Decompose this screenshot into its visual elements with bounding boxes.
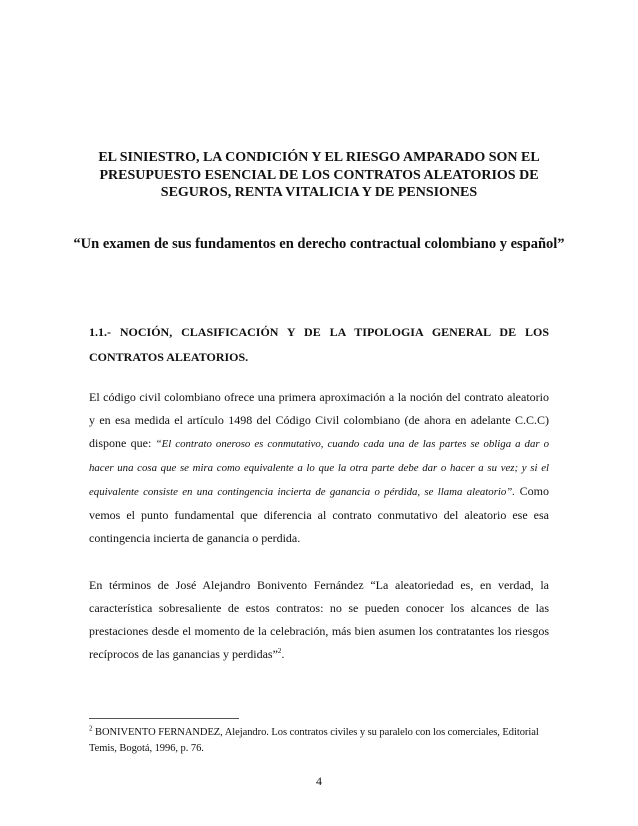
paragraph-intro: El código civil colombiano ofrece una primera aproximación a la noción del contrato aleatorio y en esa medida el artículo 1498 del Código Civil colombiano (de ahora en adelante C.C.C) dispone que: [89, 390, 549, 450]
civil-code-quote: “El contrato oneroso es conmutativo, cuando cada una de las partes se obliga a dar o hacer una cosa que se mira como equivalente a lo que la otra parte debe dar o hacer a su vez; y si el equivalente consiste en una contingencia incierta de ganancia o pérdida, se llama aleatorio”. [89, 438, 549, 498]
section-heading: 1.1.- NOCIÓN, CLASIFICACIÓN Y DE LA TIPOLOGIA GENERAL DE LOS CONTRATOS ALEATORIOS. [89, 325, 549, 364]
document-subtitle: “Un examen de sus fundamentos en derecho contractual colombiano y español” [73, 236, 565, 252]
paragraph-rest: Como vemos el punto fundamental que diferencia al contrato conmutativo del aleatorio ese esa contingencia incierta de ganancia o perdida. [89, 484, 549, 545]
footnote-separator [89, 718, 239, 719]
footnote-reference[interactable]: 2 [277, 647, 282, 655]
document-title: EL SINIESTRO, LA CONDICIÓN Y EL RIESGO AMPARADO SON EL PRESUPUESTO ESENCIAL DE LOS CONTRATOS ALEATORIOS DE SEGUROS, RENTA VITALICIA Y DE PENSIONES [98, 150, 540, 200]
footnote-number: 2 [89, 724, 93, 733]
paragraph-bonivento-end: . [281, 647, 285, 661]
paragraph-bonivento [89, 574, 549, 666]
paragraph-bonivento-text: En términos de José Alejandro Bonivento Fernández “La aleatoriedad es, en verdad, la característica sobresaliente de estos contratos: no se pueden conocer los alcances de las prestaciones desde el momento de la celebración, más bien asumen los contratantes los riesgos recíprocos de las ganancias y perdidas” [89, 578, 549, 661]
footnote [89, 725, 549, 756]
page-number: 4 [316, 774, 322, 788]
paragraph-article-1498 [89, 386, 549, 550]
footnote-text: BONIVENTO FERNANDEZ, Alejandro. Los contratos civiles y su paralelo con los comerciales, Editorial Temis, Bogotá, 1996, p. 76. [89, 727, 539, 754]
